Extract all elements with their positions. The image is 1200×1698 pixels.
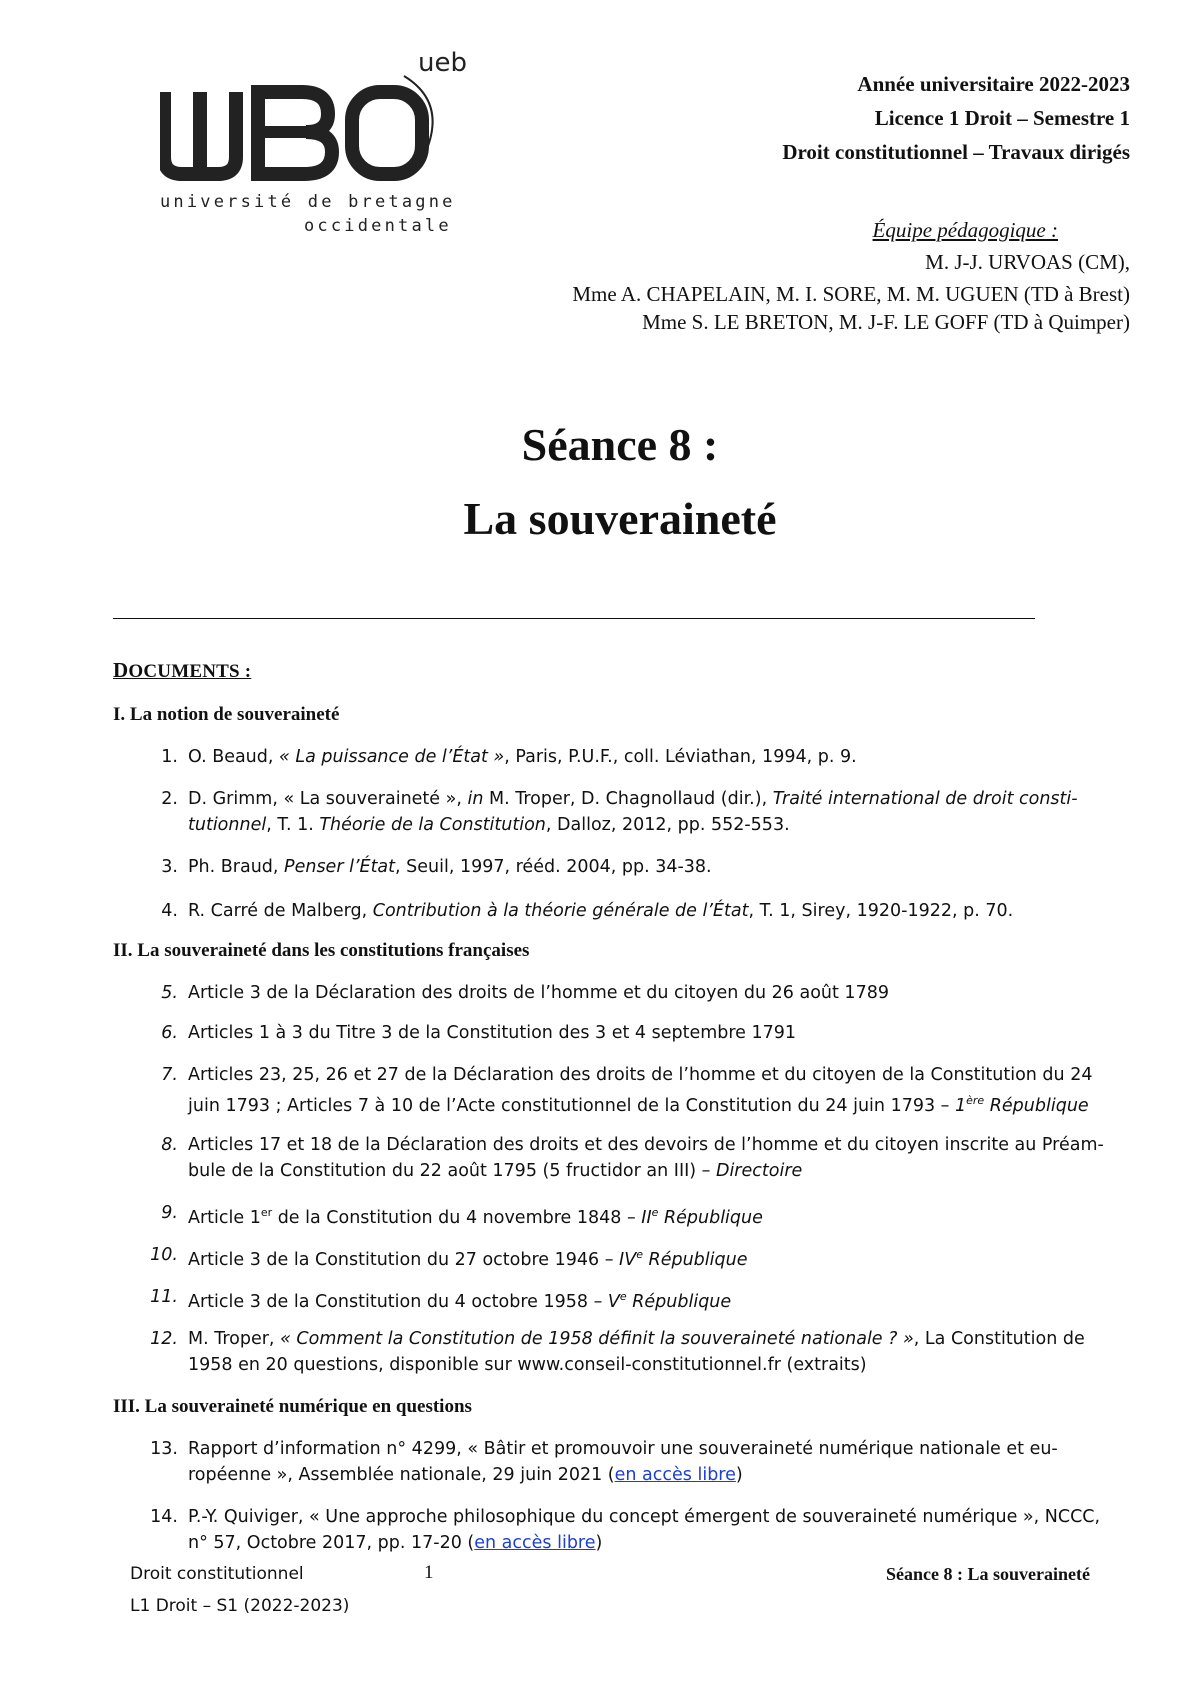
ueb-badge: ueb — [418, 48, 467, 78]
academic-year: Année universitaire 2022-2023 — [857, 72, 1130, 96]
documents-heading — [113, 658, 251, 683]
section-title: III. La souveraineté numérique en questions — [113, 1396, 472, 1417]
documents-heading-initial: D — [113, 658, 129, 682]
documents-heading-rest: OCUMENTS : — [128, 661, 252, 682]
title-divider — [113, 618, 1035, 619]
course-label: Droit constitutionnel – Travaux dirigés — [782, 140, 1130, 164]
open-access-link[interactable]: en accès libre — [614, 1465, 736, 1485]
footer-course: Droit constitutionnel — [130, 1564, 304, 1584]
section-title: I. La notion de souveraineté — [113, 704, 340, 725]
ubo-logo — [160, 48, 480, 242]
team-cm: M. J-J. URVOAS (CM), — [925, 250, 1130, 274]
page-title-topic: La souveraineté — [463, 493, 777, 544]
footer-session: Séance 8 : La souveraineté — [886, 1564, 1090, 1584]
footer-level: L1 Droit – S1 (2022-2023) — [130, 1596, 350, 1616]
section-title: II. La souveraineté dans les constitutions françaises — [113, 940, 530, 961]
team-brest: Mme A. CHAPELAIN, M. I. SORE, M. M. UGUEN (TD à Brest) — [572, 282, 1130, 306]
logo-subtitle-line1: université de bretagne — [160, 192, 456, 212]
page-title-session: Séance 8 : — [521, 419, 719, 470]
licence-label: Licence 1 Droit – Semestre 1 — [874, 106, 1130, 130]
team-quimper: Mme S. LE BRETON, M. J-F. LE GOFF (TD à Quimper) — [642, 310, 1130, 334]
open-access-link[interactable]: en accès libre — [474, 1533, 596, 1553]
team-label: Équipe pédagogique : — [872, 218, 1058, 242]
footer-page-number: 1 — [424, 1562, 434, 1583]
logo-subtitle-line2: occidentale — [304, 216, 452, 236]
